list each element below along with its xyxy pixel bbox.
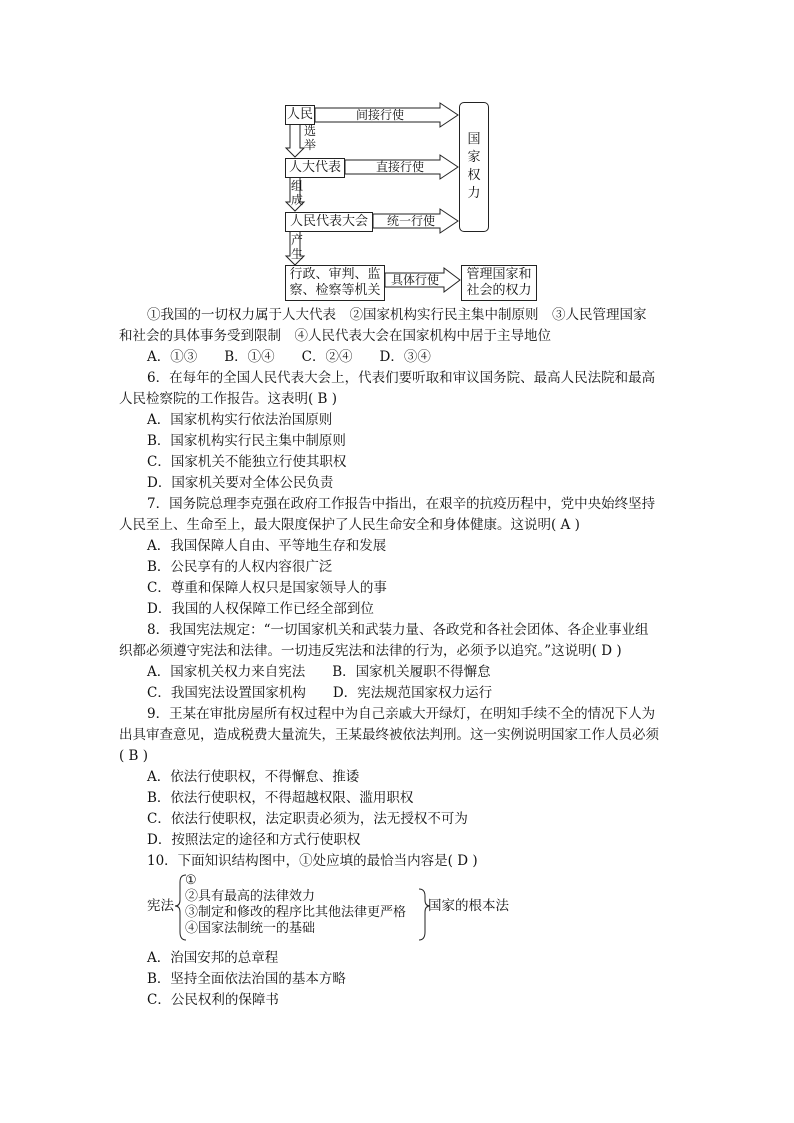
q6-option-a: A．国家机构实行依法治国原则 [147,412,333,428]
organs-label-2: 察、检察等机关 [289,283,381,298]
q8-stem-line2: 织都必须遵守宪法和法律。一切违反宪法和法律的行为，必须予以追究。”这说明( D ) [119,643,622,659]
q5-stmt-line1: ①我国的一切权力属于人大代表 ②国家机构实行民主集中制原则 ③人民管理国家 [147,307,647,323]
q6-stem-line1: 6．在每年的全国人民代表大会上，代表们要听取和审议国务院、最高人民法院和最高 [147,370,656,386]
compose-label-1: 组 [290,179,303,193]
elect-label-1: 选 [303,124,316,138]
q9-option-c: C．依法行使职权，法定职责必须为，法无授权不可为 [147,811,468,827]
manage-box [461,265,537,301]
manage-label-1: 管理国家和 [466,267,532,282]
q6-option-d: D．国家机关要对全体公民负责 [147,475,334,491]
q9-option-d: D．按照法定的途径和方式行使职权 [147,832,361,848]
q8-stem-line1: 8．我国宪法规定：“一切国家机关和武装力量、各政党和各社会团体、各企业事业组 [147,622,649,638]
q9-stem-line1: 9．王某在审批房屋所有权过程中为自己亲戚大开绿灯，在明知手续不全的情况下人为 [147,706,656,722]
state-power-char-3: 权 [467,168,481,183]
elect-label-2: 举 [303,138,316,152]
unified-label: 统一行使 [386,214,435,228]
q10-stem: 10．下面知识结构图中，①处应填的最恰当内容是( D ) [147,853,478,869]
organs-label-1: 行政、审判、监 [289,267,381,282]
q6-option-c: C．国家机关不能独立行使其职权 [147,454,347,470]
q7-option-d: D．我国的人权保障工作已经全部到位 [147,601,374,617]
state-power-char-1: 国 [467,132,481,147]
q7-option-b: B．公民享有的人权内容很广泛 [147,559,333,575]
structure-item-3: ③制定和修改的程序比其他法律更严格 [185,905,407,920]
state-power-char-2: 家 [467,150,481,165]
q7-option-a: A．我国保障人自由、平等地生存和发展 [147,538,387,554]
manage-label-2: 社会的权力 [466,283,532,298]
state-power-char-4: 力 [467,186,481,201]
q5-stmt-line2: 和社会的具体事务受到限制 ④人民代表大会在国家机构中居于主导地位 [119,328,551,344]
q10-option-c: C．公民权利的保障书 [147,992,279,1008]
indirect-label: 间接行使 [355,108,404,122]
structure-item-4: ④国家法制统一的基础 [185,921,316,936]
state-power-box [459,102,489,232]
produce-label-1: 产 [290,233,303,247]
structure-item-1: ① [185,873,197,888]
q7-option-c: C．尊重和保障人权只是国家领导人的事 [147,580,387,596]
q6-stem-line2: 人民检察院的工作报告。这表明( B ) [119,391,338,407]
q8-options-ab: A．国家机关权力来自宪法 B．国家机关履职不得懈怠 [147,664,491,680]
fundamental-law-label: 国家的根本法 [428,898,509,914]
q6-option-b: B．国家机构实行民主集中制原则 [147,433,346,449]
q8-options-cd: C．我国宪法设置国家机构 D．宪法规范国家权力运行 [147,685,493,701]
organs-box [285,265,385,301]
congress-label: 人民代表大会 [289,214,368,229]
q9-stem-line3: ( B ) [119,748,149,764]
q5-options: A．①③ B．①④ C．②④ D．③④ [147,349,431,365]
q9-option-b: B．依法行使职权，不得超越权限、滥用职权 [147,790,414,806]
concrete-label: 具体行使 [390,273,439,287]
q7-stem-line1: 7．国务院总理李克强在政府工作报告中指出，在艰辛的抗疫历程中，党中央始终坚持 [147,496,656,512]
q10-option-b: B．坚持全面依法治国的基本方略 [147,971,346,987]
constitution-label: 宪法 [147,898,174,914]
q9-option-a: A．依法行使职权，不得懈怠、推诿 [147,769,360,785]
direct-label: 直接行使 [375,160,424,174]
q9-stem-line2: 出具审查意见，造成税费大量流失，王某最终被依法判刑。这一实例说明国家工作人员必须 [119,727,659,743]
deputies-box [285,158,345,178]
produce-label-2: 生 [290,247,303,261]
q7-stem-line2: 人民至上、生命至上，最大限度保护了人民生命安全和身体健康。这说明( A ) [119,517,580,533]
people-box [285,105,315,125]
q10-option-a: A．治国安邦的总章程 [147,950,279,966]
deputies-label: 人大代表 [288,160,341,175]
people-label: 人民 [286,107,313,122]
congress-box [285,212,373,232]
compose-label-2: 成 [290,193,303,207]
structure-item-2: ②具有最高的法律效力 [185,889,316,904]
